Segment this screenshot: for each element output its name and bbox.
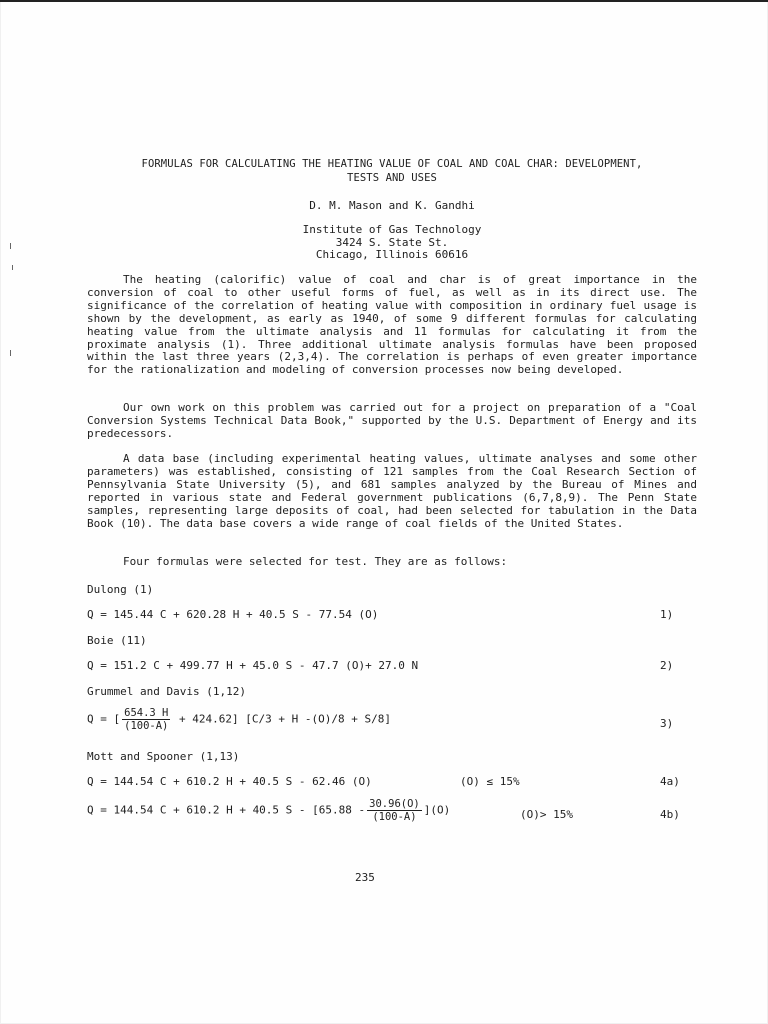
gd-fraction-numerator: 654.3 H bbox=[124, 707, 169, 719]
page-number: 235 bbox=[355, 871, 375, 884]
affiliation-line-1: Institute of Gas Technology bbox=[302, 223, 482, 236]
mott-spooner-condition-a: (O) ≤ 15% bbox=[460, 775, 520, 788]
mott-spooner-equation-a: Q = 144.54 C + 610.2 H + 40.5 S - 62.46 (O) bbox=[87, 775, 372, 788]
margin-mark bbox=[10, 350, 11, 356]
ms-b-fraction-denominator: (100-A) bbox=[372, 811, 417, 823]
paragraph-4: Four formulas were selected for test. They are as follows: bbox=[123, 555, 508, 568]
mott-spooner-condition-b: (O)> 15% bbox=[520, 808, 573, 821]
grummel-davis-equation-number: 3) bbox=[660, 717, 674, 730]
authors: D. M. Mason and K. Gandhi bbox=[309, 199, 475, 212]
gd-suffix: + 424.62] [C/3 + H -(O)/8 + S/8] bbox=[179, 712, 391, 726]
affiliation bbox=[80, 224, 704, 262]
boie-label: Boie (11) bbox=[87, 634, 147, 647]
paragraph-3: A data base (including experimental heating values, ultimate analyses and some other parameters) was established, consisting of 121 samples from the Coal Research Section of Pennsylvania State University (5), and 681 samples analyzed by the Bureau of Mines and reported in various state and Federal government publications (6,7,8,9). The Penn State samples, representing large deposits of coal, had been selected for tabulation in the Data Book (10). The data base covers a wide range of coal fields of the United States. bbox=[87, 452, 697, 530]
margin-mark bbox=[12, 265, 13, 270]
title-line-1: FORMULAS FOR CALCULATING THE HEATING VALUE OF COAL AND COAL CHAR: DEVELOPMENT, bbox=[141, 158, 643, 170]
gd-fraction bbox=[122, 707, 170, 732]
gd-fraction-denominator: (100-A) bbox=[124, 720, 169, 732]
grummel-davis-equation bbox=[87, 707, 391, 732]
paper-title bbox=[80, 157, 704, 185]
grummel-davis-label: Grummel and Davis (1,12) bbox=[87, 685, 246, 698]
mott-spooner-label: Mott and Spooner (1,13) bbox=[87, 750, 240, 763]
ms-b-suffix: ](O) bbox=[423, 803, 451, 817]
mott-spooner-equation-b bbox=[87, 798, 450, 823]
boie-equation-number: 2) bbox=[660, 659, 674, 672]
dulong-equation: Q = 145.44 C + 620.28 H + 40.5 S - 77.54 (O) bbox=[87, 608, 379, 621]
affiliation-line-2: 3424 S. State St. bbox=[335, 235, 449, 249]
ms-b-fraction-numerator: 30.96(O) bbox=[369, 798, 420, 810]
mott-spooner-equation-number-b: 4b) bbox=[660, 808, 680, 821]
boie-equation: Q = 151.2 C + 499.77 H + 45.0 S - 47.7 (O)+ 27.0 N bbox=[87, 659, 419, 672]
paragraph-1: The heating (calorific) value of coal and char is of great importance in the conversion of coal to other useful forms of fuel, as well as in its direct use. The significance of the correlation of heating value with composition in ordinary fuel usage is shown by the development, as early as 1940, of some 9 different formulas for calculating heating value from the ultimate analysis and 11 formulas for calculating it from the proximate analysis (1). Three additional ultimate analysis formulas have been proposed within the last three years (2,3,4). The correlation is perhaps of even greater importance for the rationalization and modeling of conversion processes now being developed. bbox=[87, 273, 697, 377]
ms-b-fraction bbox=[367, 798, 422, 823]
gd-prefix: Q = [ bbox=[87, 712, 121, 726]
title-line-2: TESTS AND USES bbox=[347, 172, 437, 184]
mott-spooner-equation-number-a: 4a) bbox=[660, 775, 680, 788]
affiliation-line-3: Chicago, Illinois 60616 bbox=[315, 248, 469, 261]
paragraph-2: Our own work on this problem was carried out for a project on preparation of a "Coal Conversion Systems Technical Data Book," supported by the U.S. Department of Energy and its predecessors. bbox=[87, 401, 697, 440]
ms-b-prefix: Q = 144.54 C + 610.2 H + 40.5 S - [65.88 - bbox=[87, 803, 366, 817]
dulong-equation-number: 1) bbox=[660, 608, 674, 621]
margin-mark bbox=[10, 243, 11, 249]
page-top-edge bbox=[0, 0, 768, 2]
dulong-label: Dulong (1) bbox=[87, 583, 154, 596]
